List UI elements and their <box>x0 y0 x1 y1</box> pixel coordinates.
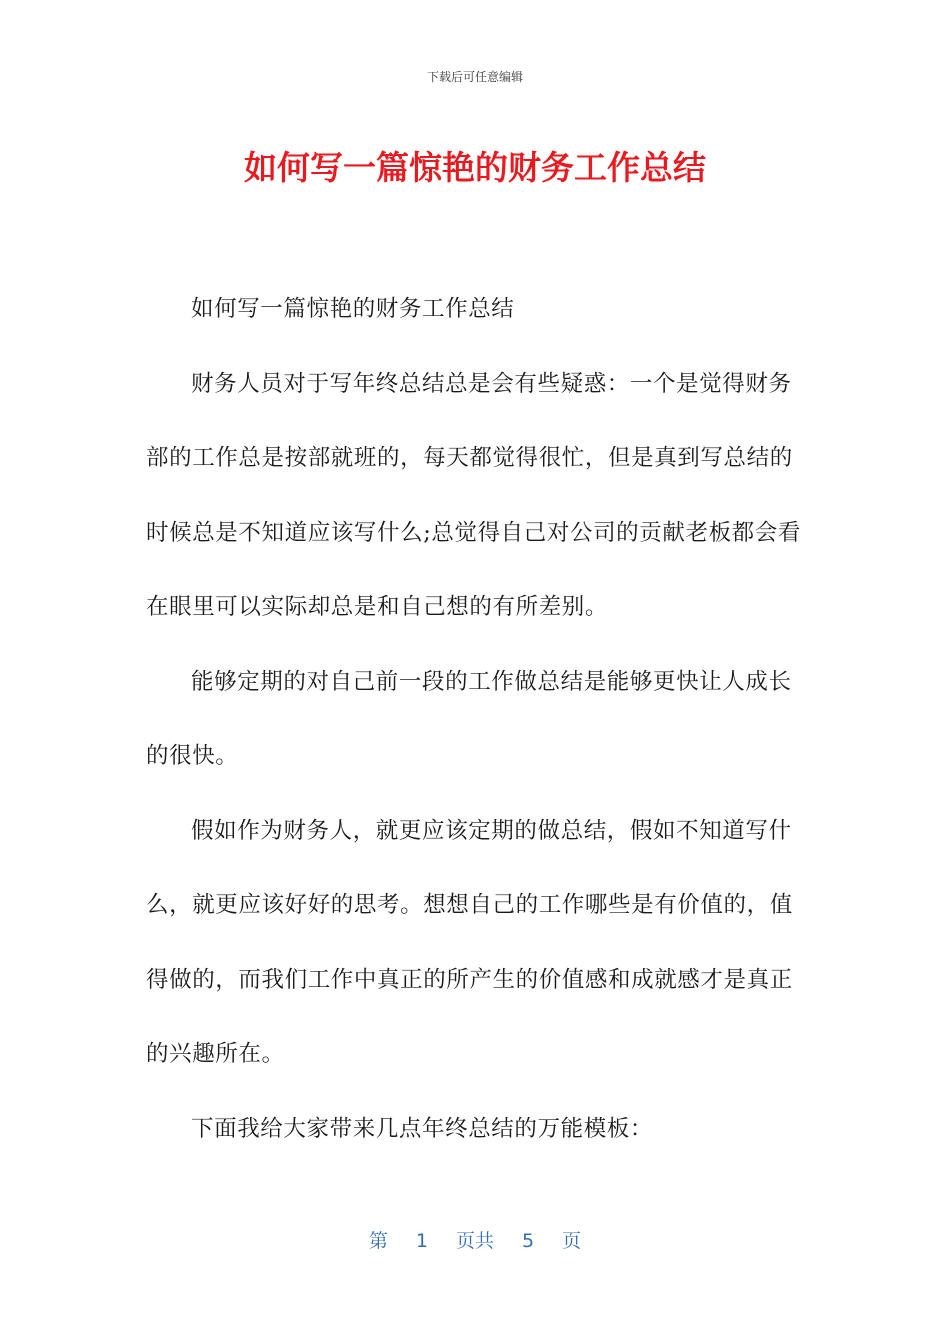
paragraph: 假如作为财务人，就更应该定期的做总结，假如不知道写什么，就更应该好好的思考。想想自己的工作哪些是有价值的，值得做的，而我们工作中真正的所产生的价值感和成就感才是真正的兴趣所在。 <box>146 817 793 1067</box>
paragraph: 下面我给大家带来几点年终总结的万能模板： <box>191 1115 654 1142</box>
header-note: 下载后可任意编辑 <box>426 70 523 84</box>
document-body <box>146 272 806 1166</box>
paragraph: 能够定期的对自己前一段的工作做总结是能够更快让人成长的很快。 <box>146 668 792 769</box>
footer-current-page: 1 <box>415 1230 428 1252</box>
paragraph: 如何写一篇惊艳的财务工作总结 <box>191 296 515 322</box>
document-title: 如何写一篇惊艳的财务工作总结 <box>244 148 706 187</box>
paragraph: 财务人员对于写年终总结总是会有些疑惑：一个是觉得财务部的工作总是按部就班的，每天都觉得很忙，但是真到写总结的时候总是不知道应该写什么;总觉得自己对公司的贡献老板都会看在眼里可以实际却总是和自己想的有所差别。 <box>146 370 801 620</box>
footer-page-suffix: 页 <box>562 1230 582 1252</box>
footer-total-pages: 5 <box>522 1230 535 1252</box>
footer-page-prefix: 第 <box>368 1230 388 1252</box>
footer-page-mid: 页共 <box>455 1230 494 1252</box>
page-footer <box>0 1226 950 1253</box>
